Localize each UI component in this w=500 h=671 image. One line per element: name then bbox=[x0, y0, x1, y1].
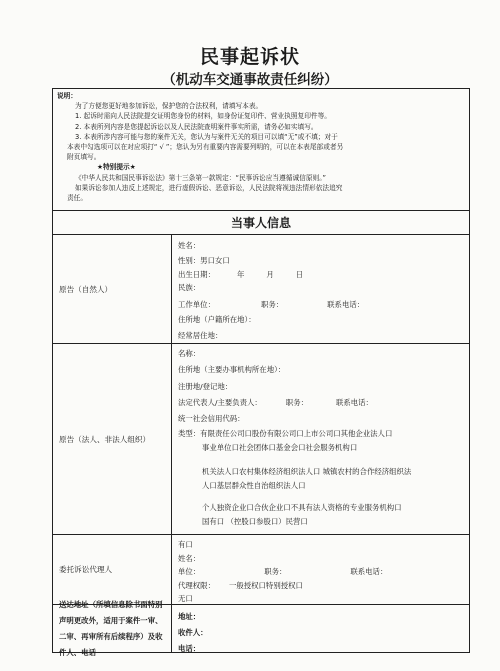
agent-position-field[interactable]: 职务： bbox=[264, 567, 287, 576]
birth-year-label: 年 bbox=[236, 270, 245, 279]
service-label-line-3: 二审、再审所有后续程序）及收 bbox=[59, 632, 163, 641]
service-label-line-1: 送达地址（所填信息除书面特别 bbox=[59, 600, 163, 609]
phone-field[interactable]: 联系电话： bbox=[327, 300, 365, 309]
agent-unit-field[interactable]: 单位： bbox=[178, 567, 201, 576]
ethnicity-field[interactable]: 民族： bbox=[178, 283, 201, 292]
service-recipient-field[interactable]: 收件人： bbox=[178, 628, 208, 637]
org-type-line-4[interactable]: 人口基层群众性自治组织法人口 bbox=[202, 481, 306, 490]
domicile-field[interactable]: 住所地（户籍所在地）： bbox=[178, 315, 256, 324]
plaintiff-natural-fields bbox=[178, 235, 465, 343]
position-field[interactable]: 职务： bbox=[260, 300, 284, 309]
agent-none-checkbox[interactable]: 无口 bbox=[178, 594, 193, 603]
service-address-field[interactable]: 地址： bbox=[178, 612, 201, 621]
org-type-line-1[interactable]: 类型：有限责任公司口股份有限公司口上市公司口其他企业法人口 bbox=[178, 429, 393, 438]
instructions-item-1: 1. 起诉时需向人民法院提交证明您身份的材料，如身份证复印件、营业执照复印件等。 bbox=[75, 112, 331, 121]
page-title: 民事起诉状 bbox=[199, 46, 300, 68]
org-phone-field[interactable]: 联系电话： bbox=[335, 398, 373, 407]
special-notice-heading: ★特别提示★ bbox=[97, 163, 136, 172]
agent-detail-line bbox=[178, 566, 465, 577]
credit-code-field[interactable]: 统一社会信用代码： bbox=[178, 414, 245, 423]
plaintiff-legal-label: 原告（法人、非法人组织） bbox=[53, 344, 172, 534]
instructions-item-2: 2. 本表所列内容是您提起诉讼以及人民法院查明案件事实所需，请务必如实填写。 bbox=[75, 122, 318, 131]
agent-phone-field[interactable]: 联系电话： bbox=[350, 567, 388, 576]
org-name-field[interactable]: 名称： bbox=[178, 349, 201, 358]
representative-field[interactable]: 法定代表人/主要负责人： bbox=[178, 398, 262, 407]
instructions-intro: 为了方便您更好地参加诉讼，保护您的合法权利，请填写本表。 bbox=[75, 102, 263, 111]
service-label-line-4: 件人、电话 bbox=[59, 648, 96, 657]
section-title: 当事人信息 bbox=[53, 211, 469, 235]
agent-label: 委托诉讼代理人 bbox=[53, 535, 172, 604]
org-type-line-3[interactable]: 机关法人口农村集体经济组织法人口 城镇农村的合作经济组织法 bbox=[202, 467, 412, 476]
instructions-box bbox=[53, 89, 469, 211]
agent-authority-options[interactable]: 一般授权口特别授权口 bbox=[228, 581, 303, 590]
special-notice-line-3: 责任。 bbox=[67, 194, 88, 203]
instructions-item-3-cont: 本表中勾选项可以在对应项打“ √ ”；您认为另有重要内容需要列明的，可以在本表尾部或者另 bbox=[67, 143, 344, 152]
representative-line bbox=[178, 397, 465, 408]
page-subtitle: （机动车交通事故责任纠纷） bbox=[162, 72, 338, 88]
org-address-field[interactable]: 住所地（主要办事机构所在地）： bbox=[178, 365, 286, 374]
agent-row bbox=[53, 535, 469, 605]
plaintiff-natural-row bbox=[53, 235, 469, 344]
employer-field[interactable]: 工作单位： bbox=[178, 300, 215, 309]
service-row bbox=[53, 600, 469, 657]
instructions-item-3-end: 附页填写。 bbox=[67, 153, 101, 162]
plaintiff-natural-label: 原告（自然人） bbox=[53, 235, 172, 343]
name-field[interactable]: 姓名： bbox=[178, 241, 201, 250]
service-phone-field[interactable]: 电话： bbox=[178, 644, 201, 653]
birth-date-label: 出生日期： bbox=[178, 270, 215, 279]
registered-place-field[interactable]: 注册地/登记地： bbox=[178, 382, 233, 391]
special-notice-line-2: 如果诉讼参加人违反上述规定，进行虚假诉讼、恶意诉讼，人民法院将视违法情形依法追究 bbox=[75, 183, 343, 192]
gender-field[interactable]: 性别：男口女口 bbox=[178, 256, 230, 265]
birth-day-label: 日 bbox=[295, 270, 304, 279]
representative-position-field[interactable]: 职务： bbox=[285, 398, 308, 407]
birth-date-field[interactable] bbox=[178, 269, 465, 280]
org-type-line-5[interactable]: 个人独资企业口合伙企业口不具有法人资格的专业服务机构口 bbox=[202, 503, 402, 512]
org-type-line-6[interactable]: 国有口 （控股口参股口）民营口 bbox=[202, 517, 308, 526]
complaint-form bbox=[52, 88, 470, 657]
special-notice-line-1: 《中华人民共和国民事诉讼法》第十三条第一款规定：“民事诉讼应当遵循诚信原则。” bbox=[75, 173, 327, 182]
agent-authority-line bbox=[178, 580, 465, 591]
agent-fields bbox=[178, 535, 465, 604]
service-fields bbox=[178, 605, 465, 653]
service-label bbox=[53, 600, 172, 657]
plaintiff-legal-fields bbox=[178, 344, 465, 534]
service-label-line-2: 声明更改外，适用于案件一审、 bbox=[59, 616, 163, 625]
residence-field[interactable]: 经常居住地： bbox=[178, 331, 223, 340]
instructions-item-3: 3. 本表所涉内容可能与您的案件无关，您认为与案件无关的项目可以填“无”或不填；对于 bbox=[75, 132, 338, 141]
agent-has-checkbox[interactable]: 有口 bbox=[178, 540, 193, 549]
instructions-heading: 说明： bbox=[57, 92, 78, 100]
plaintiff-legal-row bbox=[53, 344, 469, 535]
org-type-line-2[interactable]: 事业单位口社会团体口基金会口社会服务机构口 bbox=[202, 443, 358, 452]
agent-name-field[interactable]: 姓名： bbox=[178, 554, 201, 563]
agent-authority-label: 代理权限： bbox=[178, 581, 215, 590]
birth-month-label: 月 bbox=[266, 270, 274, 279]
employment-line bbox=[178, 299, 465, 310]
